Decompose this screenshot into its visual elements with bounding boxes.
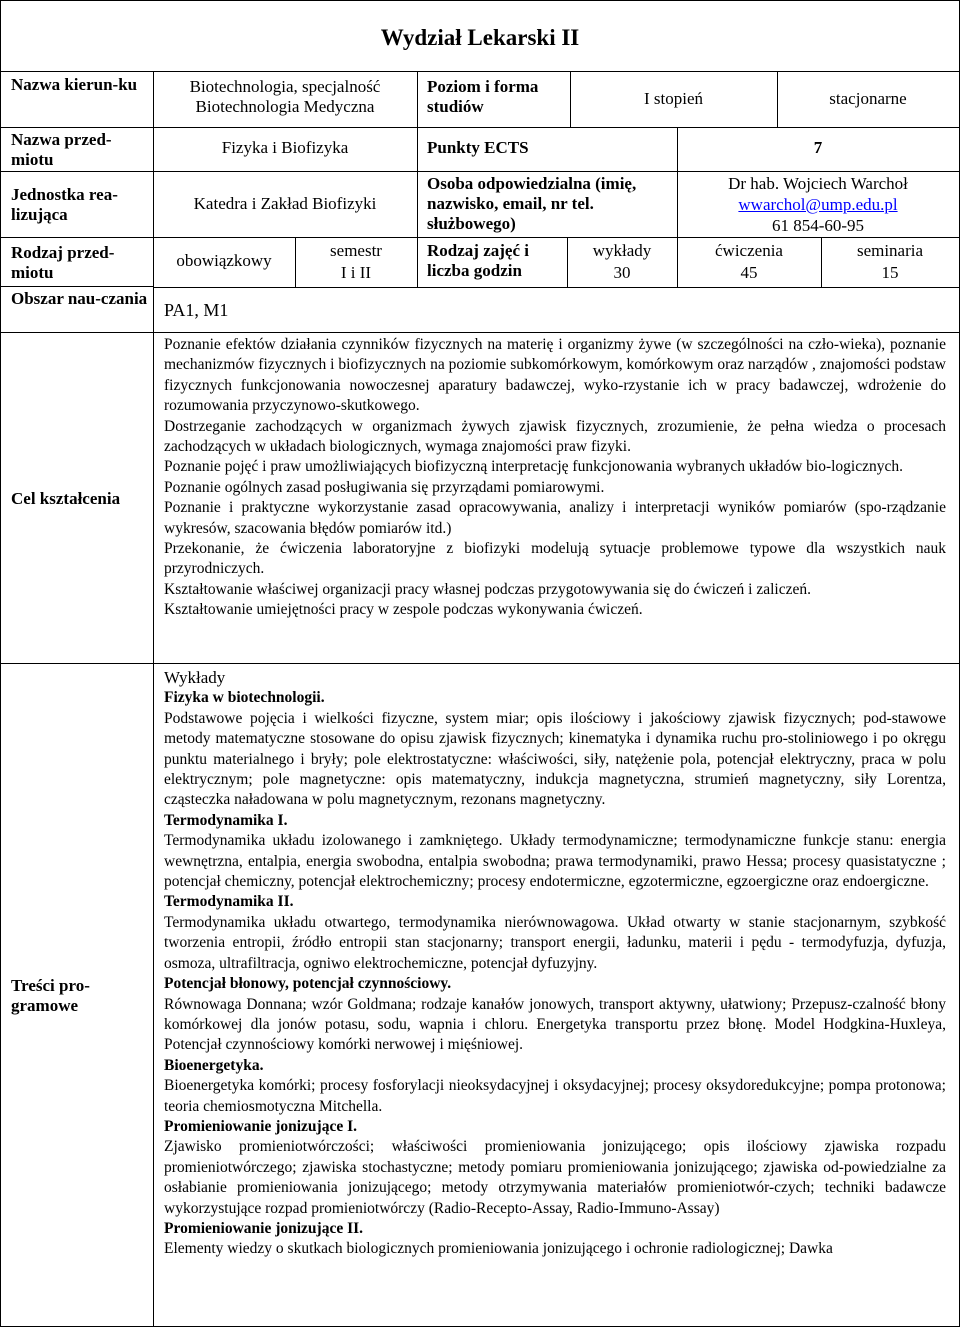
cel-paragraph: Dostrzeganie zachodzących w organizmach żywych zjawisk fizycznych, zrozumienie, że pełna wiedza o procesach zachodzących w układach biologicznych, wymaga znajomości praw fizyki. bbox=[164, 417, 946, 456]
section-title: Termodynamika I. bbox=[164, 811, 288, 829]
divider bbox=[1, 171, 959, 172]
person-name: Dr hab. Wojciech Warchoł bbox=[728, 174, 908, 193]
section-text: Termodynamika układu otwartego, termodynamika nierównowagowa. Układ otwarty w stanie stacjonarnym, szybkość tworzenia entropii, źródło entropii stan stacjonarny; transport energii, ładunku, materii i pędu - termodyfuzja, dyfuzja, osmoza, ultrafiltracja, ogniwo elektrochemiczne, potencjał dyfuzyjny. bbox=[164, 913, 946, 972]
divider bbox=[1, 237, 153, 238]
tresci-heading: Wykłady bbox=[164, 668, 226, 687]
divider bbox=[153, 237, 959, 238]
section-text: Podstawowe pojęcia i wielkości fizyczne, system miar; opis ilościowy i jakościowy zjawisk fizycznych; pod-stawowe metody matematyczne stosowane do opisu zjawisk fizycznych; kinematyka i dynamika ruchu pro-stoliniowego i po okręgu punktu materialnego i bryły; pole elektrostatyczne: właściwości, siły, natężenie pola, potencjał elektryczny, praca w polu elektrycznym; pole magnetyczne: opis matematyczny, indukcja magnetyczna, strumień magnetyczny, siły Lorentza, cząsteczka naładowana w polu magnetycznym, rezonans magnetyczny. bbox=[164, 709, 946, 809]
section-text: Termodynamika układu izolowanego i zamkniętego. Układy termodynamiczne; termodynamiczne funkcje stanu: energia wewnętrzna, entalpia, energia swobodna, entalpia swobodna; prawa termodynamiki, prawo Hessa; procesy quasistatyczne ; potencjał chemiczny, potencjał elektrochemiczny; procesy endotermiczne, egzotermiczne, egzoergiczne oraz endoergiczne. bbox=[164, 832, 946, 891]
cel-paragraph: Poznanie efektów działania czynników fizycznych na materię i organizmy żywe (w szczególności na czło-wieka), poznanie mechanizmów fizycznych i biofizycznych na poziomie subkomórkowym, komórkowym oraz narządów , znajomości podstaw fizycznych funkcjonowania nowoczesnej aparatury badawczej, wyko-rzystanie ich w pracy badawczej, wdrożenie do rozumowania przyczynowo-skutkowego. bbox=[164, 336, 946, 415]
section-title: Fizyka w biotechnologii. bbox=[164, 689, 325, 707]
divider bbox=[1, 332, 959, 333]
person-phone: 61 854-60-95 bbox=[771, 216, 865, 235]
section-title: Bioenergetyka. bbox=[164, 1056, 264, 1074]
divider bbox=[1, 286, 153, 287]
section-title: Potencjał błonowy, potencjał czynnościowy. bbox=[164, 975, 452, 993]
section-text: Równowaga Donnana; wzór Goldmana; rodzaje kanałów jonowych, transport aktywny, ułatwiony; Przepusz-czalność błony komórkowej dla jonów potasu, sodu, wapnia i chloru. Energetyka transportu przez błonę. Model Hodgkina-Huxleya, Potencjał czynnościowy komórki nerwowej i mięśniowej. bbox=[164, 995, 946, 1054]
label-cel: Cel kształcenia bbox=[11, 489, 121, 508]
class-name: wykłady bbox=[592, 241, 652, 260]
divider bbox=[417, 71, 418, 127]
divider bbox=[1, 663, 959, 664]
rodzaj-value: obowiązkowy bbox=[176, 251, 272, 270]
divider bbox=[417, 171, 418, 287]
jednostka-value: Katedra i Zakład Biofizyki bbox=[193, 194, 377, 213]
section-title: Promieniowanie jonizujące I. bbox=[164, 1117, 358, 1135]
level-value: I stopień bbox=[643, 89, 704, 108]
person-email-cell bbox=[677, 195, 959, 215]
class-name: ćwiczenia bbox=[715, 241, 783, 260]
ects-label: Punkty ECTS bbox=[427, 138, 529, 157]
cel-paragraph: Poznanie pojęć i praw umożliwiających biofizyczną interpretację funkcjonowania wybranych układów bio-logicznych. bbox=[164, 458, 903, 476]
cel-paragraph: Kształtowanie właściwej organizacji pracy własnej podczas przygotowywania się do ćwiczeń i zaliczeń. bbox=[164, 580, 812, 598]
semester-label: semestr bbox=[330, 241, 382, 260]
label-kierunek: Nazwa kierun-ku bbox=[11, 75, 138, 94]
przedmiot-value: Fizyka i Biofizyka bbox=[221, 138, 349, 157]
class-hours: 15 bbox=[881, 263, 899, 282]
form-value: stacjonarne bbox=[829, 89, 907, 108]
divider bbox=[1, 127, 959, 128]
class-hours: 45 bbox=[740, 263, 758, 282]
person-label: Osoba odpowiedzialna (imię, nazwisko, email, nr tel. służbowego) bbox=[427, 174, 637, 233]
cel-paragraph: Kształtowanie umiejętności pracy w zespole podczas wykonywania ćwiczeń. bbox=[164, 601, 643, 619]
level-label: Poziom i forma studiów bbox=[427, 77, 539, 116]
label-jednostka: Jednostka rea-lizująca bbox=[11, 185, 118, 224]
semester-value: I i II bbox=[340, 263, 372, 282]
obszar-value: PA1, M1 bbox=[164, 300, 229, 320]
label-przedmiot: Nazwa przed-miotu bbox=[11, 130, 112, 169]
label-tresci: Treści pro-gramowe bbox=[11, 976, 90, 1015]
classes-label: Rodzaj zajęć i liczba godzin bbox=[427, 241, 529, 280]
divider bbox=[153, 287, 959, 288]
divider bbox=[1, 71, 959, 72]
cel-content bbox=[164, 335, 946, 621]
section-text: Bioenergetyka komórki; procesy fosforylacji nieoksydacyjnej i oksydacyjnej; procesy oksydoredukcyjne; pompa protonowa; teoria chemiosmotyczna Mitchella. bbox=[164, 1077, 946, 1115]
section-title: Promieniowanie jonizujące II. bbox=[164, 1219, 364, 1237]
section-title: Termodynamika II. bbox=[164, 893, 294, 911]
class-hours: 30 bbox=[613, 263, 631, 282]
section-text: Zjawisko promieniotwórczości; właściwości promieniowania jonizującego; opis ilościowy zjawiska rozpadu promieniotwórczego; zjawiska stochastyczne; metody pomiaru promieniowania jonizującego; zjawiska od-powiedzialne za osłabianie promieniowania jonizującego; metody otrzymywania materiałów promieniotwór-czych; techniki badawcze wykorzystujące rozpad promieniotwórczy (Radio-Recepto-Assay, Radio-Immuno-Assay) bbox=[164, 1138, 946, 1217]
label-obszar: Obszar nau-czania bbox=[11, 289, 148, 308]
tresci-content bbox=[164, 668, 946, 1260]
cel-paragraph: Poznanie ogólnych zasad posługiwania się przyrządami pomiarowymi. bbox=[164, 478, 605, 496]
ects-value: 7 bbox=[813, 138, 823, 157]
section-text: Elementy wiedzy o skutkach biologicznych promieniowania jonizującego i ochronie radiologicznej; Dawka bbox=[164, 1240, 833, 1258]
cel-paragraph: Przekonanie, że ćwiczenia laboratoryjne z biofizyki modelują sytuacje problemowe typowe dla wszystkich nauk przyrodniczych. bbox=[164, 540, 946, 578]
divider bbox=[417, 127, 418, 171]
cel-paragraph: Poznanie i praktyczne wykorzystanie zasad opracowywania, analizy i interpretacji wyników pomiarów (spo-rządzanie wykresów, szacowania błędów pomiarów itd.) bbox=[164, 499, 946, 537]
kierunek-value: Biotechnologia, specjalność Biotechnologia Medyczna bbox=[189, 77, 381, 116]
person-email-link[interactable]: wwarchol@ump.edu.pl bbox=[738, 195, 898, 214]
class-name: seminaria bbox=[856, 241, 924, 260]
label-rodzaj: Rodzaj przed-miotu bbox=[11, 243, 115, 282]
page-title: Wydział Lekarski II bbox=[380, 25, 580, 50]
